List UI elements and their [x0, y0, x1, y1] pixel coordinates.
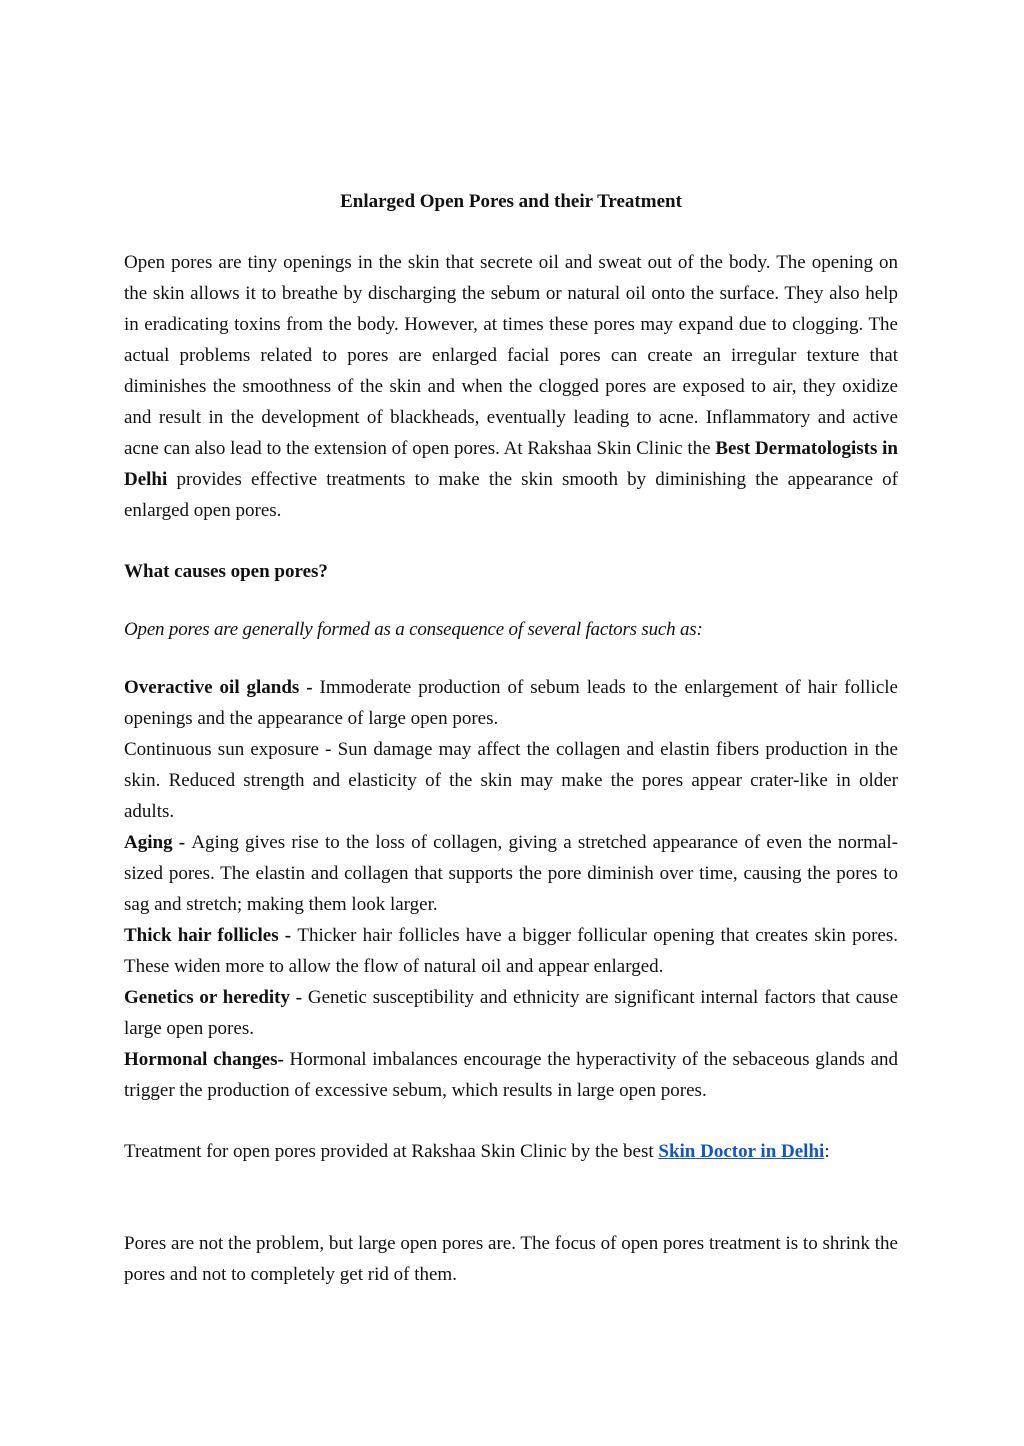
treatment-text-after: :: [824, 1141, 830, 1162]
factor-term: Hormonal changes-: [124, 1049, 290, 1070]
treatment-paragraph: [124, 1136, 898, 1167]
factor-text: Immoderate production of sebum leads to the enlargement of hair follicle openings and the appearance of large open pores.: [124, 677, 898, 729]
factor-item: [124, 982, 898, 1044]
causes-heading: What causes open pores?: [124, 561, 328, 582]
intro-bold-phrase: Best Dermatologists in Delhi: [124, 438, 898, 490]
factor-text: Continuous sun exposure - Sun damage may affect the collagen and elastin fibers production in the skin. Reduced strength and elasticity of the skin may make the pores appear crater-like in older adults.: [124, 739, 898, 822]
causes-lead: Open pores are generally formed as a consequence of several factors such as:: [124, 619, 703, 640]
factor-text: Aging gives rise to the loss of collagen, giving a stretched appearance of even the normal-sized pores. The elastin and collagen that supports the pore diminish over time, causing the pores to sag and stretch; making them look larger.: [124, 832, 898, 915]
document-title: Enlarged Open Pores and their Treatment: [340, 191, 682, 212]
factor-term: Thick hair follicles -: [124, 925, 298, 946]
factor-text: Genetic susceptibility and ethnicity are significant internal factors that cause large open pores.: [124, 987, 898, 1039]
intro-text-after: provides effective treatments to make the skin smooth by diminishing the appearance of enlarged open pores.: [124, 469, 898, 521]
factor-item: [124, 827, 898, 920]
factor-item: [124, 920, 898, 982]
factor-item: [124, 672, 898, 734]
factors-list: [124, 672, 898, 1106]
factor-item: [124, 1044, 898, 1106]
factor-term: Genetics or heredity -: [124, 987, 308, 1008]
factor-term: Aging -: [124, 832, 192, 853]
treatment-text-before: Treatment for open pores provided at Rakshaa Skin Clinic by the best: [124, 1141, 659, 1162]
factor-item: [124, 734, 898, 827]
skin-doctor-link[interactable]: Skin Doctor in Delhi: [658, 1141, 825, 1162]
factor-term: Overactive oil glands -: [124, 677, 320, 698]
closing-paragraph: Pores are not the problem, but large open pores are. The focus of open pores treatment is to shrink the pores and not to completely get rid of them.: [124, 1233, 898, 1285]
factor-text: Hormonal imbalances encourage the hyperactivity of the sebaceous glands and trigger the production of excessive sebum, which results in large open pores.: [124, 1049, 898, 1101]
intro-paragraph: [124, 247, 898, 526]
factor-text: Thicker hair follicles have a bigger follicular opening that creates skin pores. These widen more to allow the flow of natural oil and appear enlarged.: [124, 925, 898, 977]
intro-text-before: Open pores are tiny openings in the skin that secrete oil and sweat out of the body. The opening on the skin allows it to breathe by discharging the sebum or natural oil onto the surface. They also help in eradicating toxins from the body. However, at times these pores may expand due to clogging. The actual problems related to pores are enlarged facial pores can create an irregular texture that diminishes the smoothness of the skin and when the clogged pores are exposed to air, they oxidize and result in the development of blackheads, eventually leading to acne. Inflammatory and active acne can also lead to the extension of open pores. At Rakshaa Skin Clinic the: [124, 252, 898, 459]
